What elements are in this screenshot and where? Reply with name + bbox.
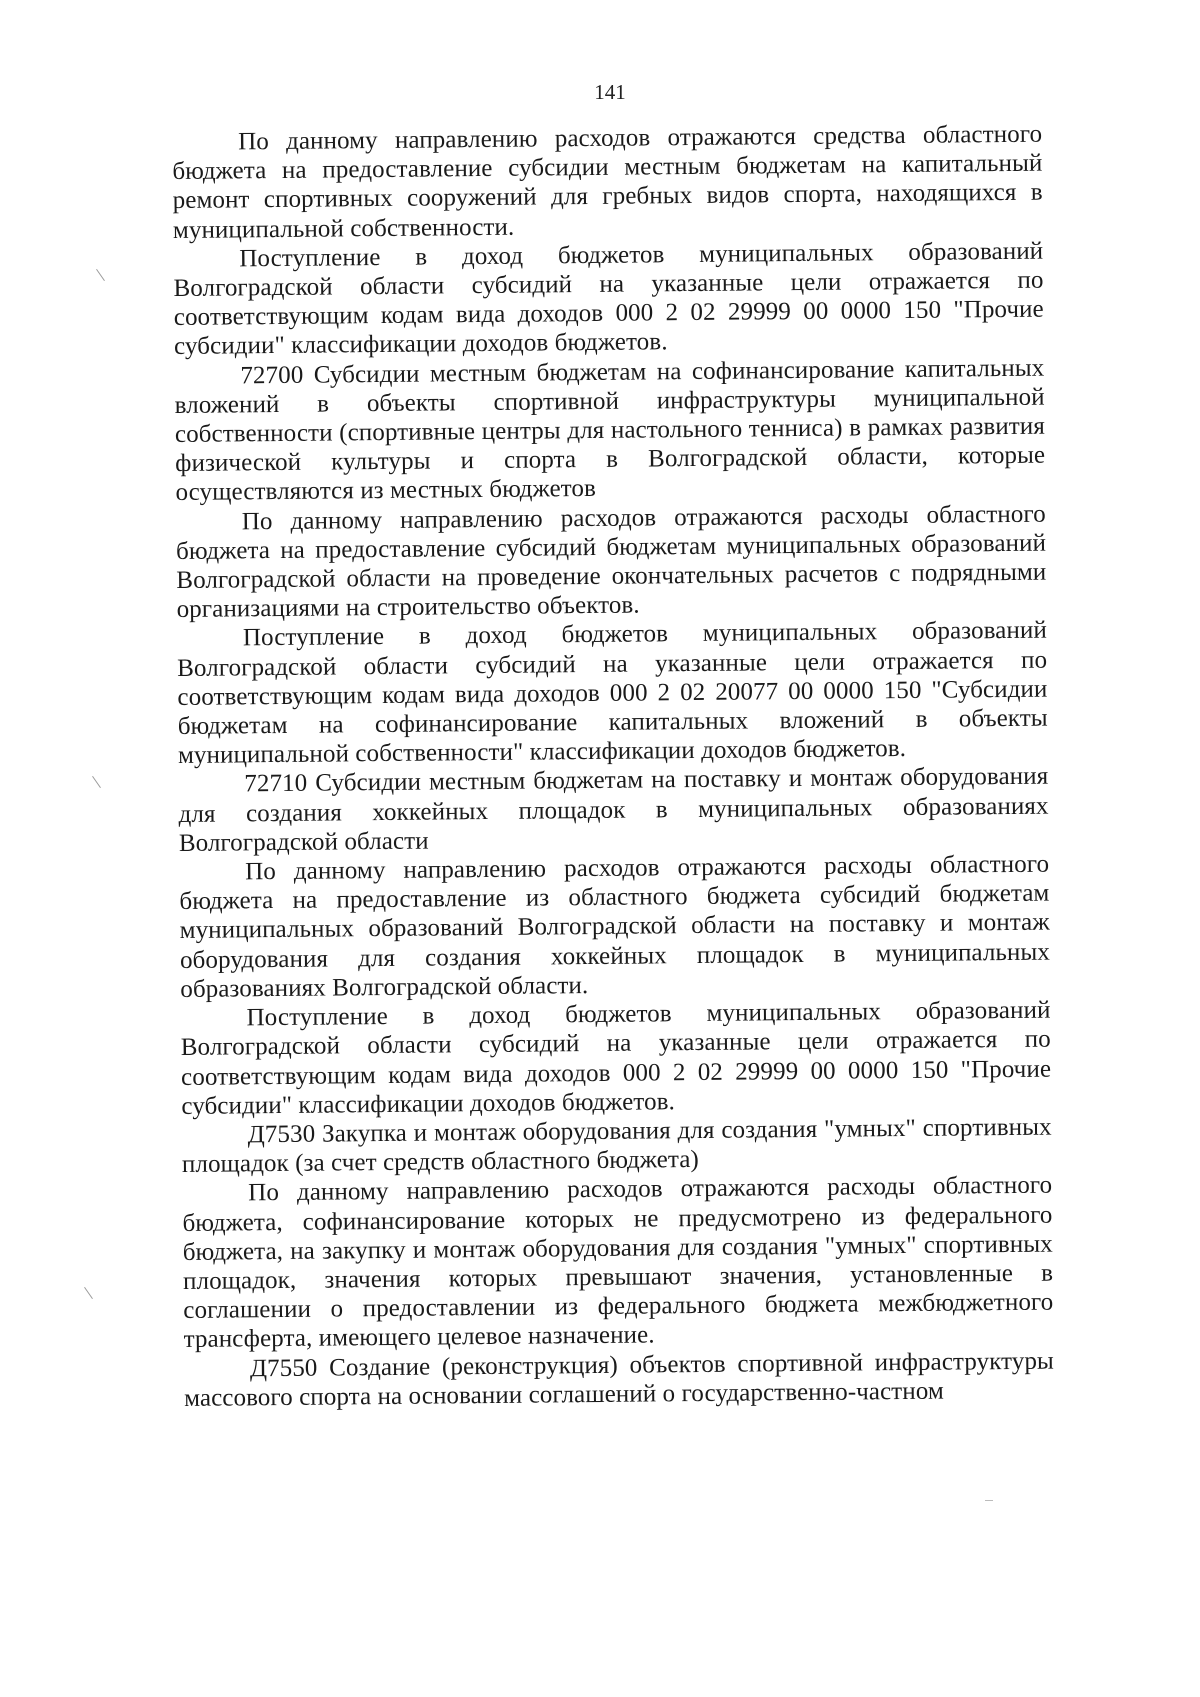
paragraph: Поступление в доход бюджетов муниципальных образований Волгоградской области субсидий на указанные цели отражается по соответствующим кодам вида доходов 000 2 02 29999 00 0000 150 "Прочие субсидии" классификации доходов бюджетов. bbox=[173, 237, 1044, 361]
paragraph: Поступление в доход бюджетов муниципальных образований Волгоградской области субсидий на указанные цели отражается по соответствующим кодам вида доходов 000 2 02 29999 00 0000 150 "Прочие субсидии" классификации доходов бюджетов. bbox=[180, 996, 1052, 1120]
document-body bbox=[172, 120, 1054, 1413]
section-heading: 72700 Субсидии местным бюджетам на софинансирование капитальных вложений в объекты спортивной инфраструктуры муниципальной собственности (спортивные центры для настольного тенниса) в рамках развития физической культуры и спорта в Волгоградской области, которые осуществляются из местных бюджетов bbox=[174, 354, 1046, 507]
scan-artifact bbox=[84, 1287, 93, 1299]
section-heading: Д7550 Создание (реконструкция) объектов спортивной инфраструктуры массового спорта на основании соглашений о государственно-частном bbox=[184, 1347, 1055, 1412]
section-heading: 72710 Субсидии местным бюджетам на поставку и монтаж оборудования для создания хоккейных площадок в муниципальных образованиях Волгоградской области bbox=[178, 763, 1049, 857]
scan-artifact bbox=[92, 776, 101, 788]
paragraph: По данному направлению расходов отражаются средства областного бюджета на предоставление субсидии местным бюджетам на капитальный ремонт спортивных сооружений для гребных видов спорта, находящихся в муниципальной собственности. bbox=[172, 120, 1043, 244]
section-heading: Д7530 Закупка и монтаж оборудования для создания "умных" спортивных площадок (за счет средств областного бюджета) bbox=[181, 1113, 1052, 1179]
paragraph: По данному направлению расходов отражаются расходы областного бюджета на предоставление из областного бюджета субсидий бюджетам муниципальных образований Волгоградской области на поставку и монтаж оборудования для создания хоккейных площадок в муниципальных образованиях Волгоградской области. bbox=[179, 850, 1051, 1003]
paragraph: По данному направлению расходов отражаются расходы областного бюджета на предоставление субсидий бюджетам муниципальных образований Волгоградской области на проведение окончательных расчетов с подрядными организациями на строительство объектов. bbox=[175, 500, 1047, 624]
page-number: 141 bbox=[594, 80, 626, 104]
paragraph: Поступление в доход бюджетов муниципальных образований Волгоградской области субсидий на указанные цели отражается по соответствующим кодам вида доходов 000 2 02 20077 00 0000 150 "Субсидии бюджетам на софинансирование капитальных вложений в объекты муниципальной собственности" классификации доходов бюджетов. bbox=[177, 617, 1048, 770]
paragraph: По данному направлению расходов отражаются расходы областного бюджета, софинансирование которых не предусмотрено из федерального бюджета, на закупку и монтаж оборудования для создания "умных" спортивных площадок, значения которых превышают значения, установленные в соглашении о предоставлении из федерального бюджета межбюджетного трансферта, имеющего целевое назначение. bbox=[182, 1171, 1054, 1354]
scan-artifact bbox=[96, 269, 105, 281]
scan-artifact bbox=[985, 1500, 993, 1501]
